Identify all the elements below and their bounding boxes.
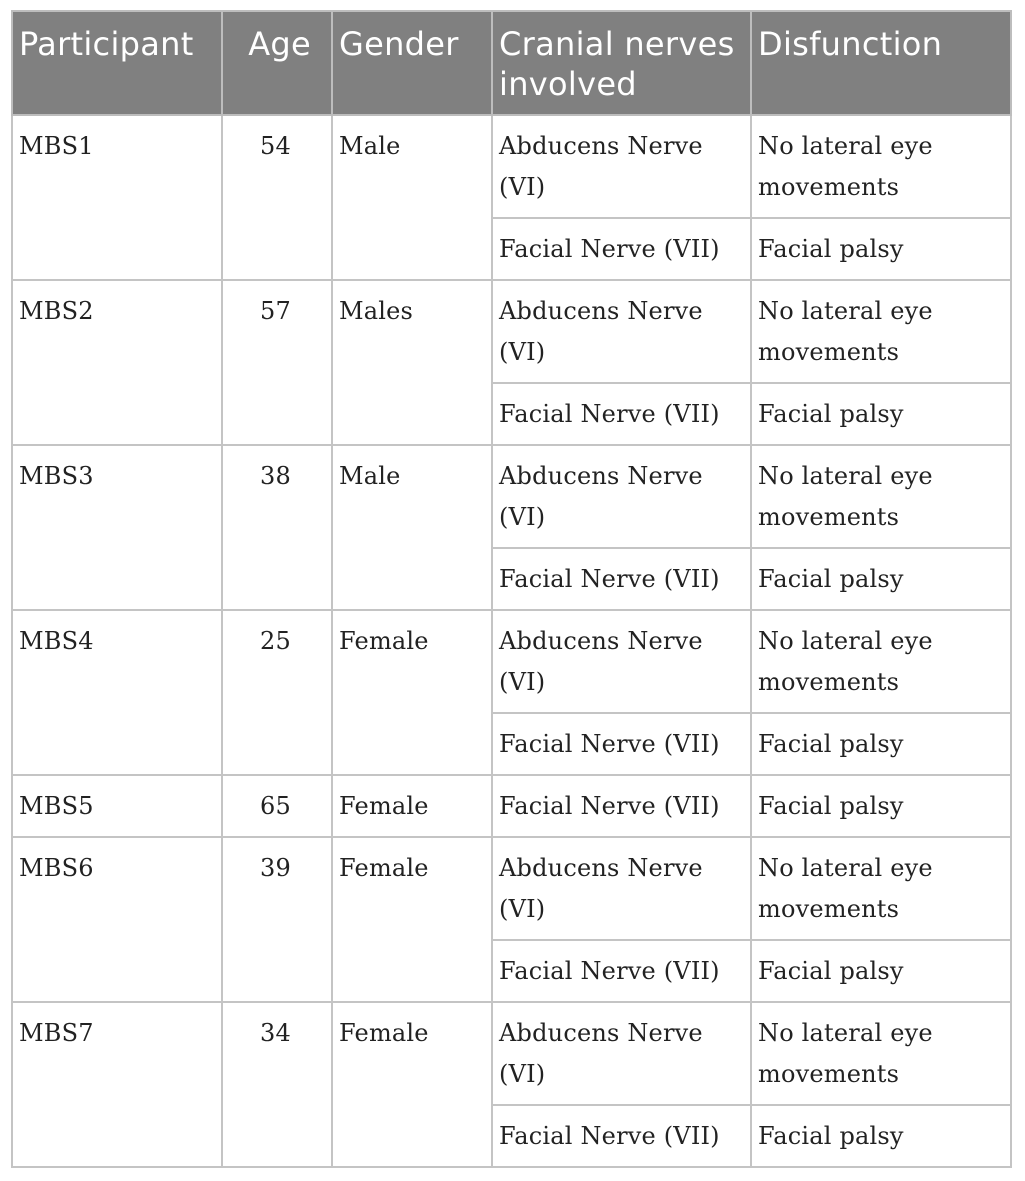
header-age: Age (222, 11, 332, 115)
gender-cell (332, 218, 492, 280)
nerve-cell: Abducens Nerve (VI) (492, 610, 751, 713)
table-row (12, 1105, 1011, 1167)
table-row (12, 218, 1011, 280)
nerve-cell: Facial Nerve (VII) (492, 383, 751, 445)
age-cell (222, 383, 332, 445)
dysfunction-cell: Facial palsy (751, 218, 1011, 280)
table-row (12, 383, 1011, 445)
age-cell: 54 (222, 115, 332, 218)
dysfunction-cell: Facial palsy (751, 548, 1011, 610)
age-cell (222, 1105, 332, 1167)
nerve-cell: Facial Nerve (VII) (492, 713, 751, 775)
nerve-cell: Abducens Nerve (VI) (492, 1002, 751, 1105)
dysfunction-cell: No lateral eye movements (751, 445, 1011, 548)
age-cell: 25 (222, 610, 332, 713)
gender-cell (332, 1105, 492, 1167)
dysfunction-cell: Facial palsy (751, 940, 1011, 1002)
dysfunction-cell: Facial palsy (751, 713, 1011, 775)
header-disfunction: Disfunction (751, 11, 1011, 115)
participant-cell (12, 218, 222, 280)
header-participant: Participant (12, 11, 222, 115)
gender-cell: Female (332, 610, 492, 713)
table-row (12, 713, 1011, 775)
participant-cell: MBS4 (12, 610, 222, 713)
gender-cell: Female (332, 837, 492, 940)
header-gender: Gender (332, 11, 492, 115)
dysfunction-cell: Facial palsy (751, 775, 1011, 837)
nerve-cell: Facial Nerve (VII) (492, 775, 751, 837)
participant-cell: MBS1 (12, 115, 222, 218)
participant-cell (12, 548, 222, 610)
gender-cell: Males (332, 280, 492, 383)
nerve-cell: Abducens Nerve (VI) (492, 445, 751, 548)
dysfunction-cell: No lateral eye movements (751, 837, 1011, 940)
table-row (12, 280, 1011, 383)
participant-cell: MBS6 (12, 837, 222, 940)
age-cell: 57 (222, 280, 332, 383)
header-cranial-nerves: Cranial nerves involved (492, 11, 751, 115)
dysfunction-cell: No lateral eye movements (751, 115, 1011, 218)
age-cell (222, 940, 332, 1002)
nerve-cell: Abducens Nerve (VI) (492, 280, 751, 383)
participant-cell: MBS7 (12, 1002, 222, 1105)
nerve-cell: Facial Nerve (VII) (492, 548, 751, 610)
table-row (12, 1002, 1011, 1105)
age-cell (222, 218, 332, 280)
participants-table (11, 10, 1012, 1168)
participant-cell (12, 1105, 222, 1167)
dysfunction-cell: Facial palsy (751, 383, 1011, 445)
participant-cell (12, 713, 222, 775)
gender-cell: Female (332, 775, 492, 837)
age-cell (222, 548, 332, 610)
age-cell: 65 (222, 775, 332, 837)
age-cell: 39 (222, 837, 332, 940)
table-row (12, 610, 1011, 713)
dysfunction-cell: No lateral eye movements (751, 610, 1011, 713)
gender-cell (332, 548, 492, 610)
participant-cell: MBS5 (12, 775, 222, 837)
age-cell: 34 (222, 1002, 332, 1105)
nerve-cell: Facial Nerve (VII) (492, 1105, 751, 1167)
participant-cell: MBS3 (12, 445, 222, 548)
table-body (12, 115, 1011, 1167)
participant-cell (12, 383, 222, 445)
gender-cell: Male (332, 115, 492, 218)
age-cell (222, 713, 332, 775)
table-row (12, 940, 1011, 1002)
dysfunction-cell: No lateral eye movements (751, 280, 1011, 383)
age-cell: 38 (222, 445, 332, 548)
dysfunction-cell: Facial palsy (751, 1105, 1011, 1167)
nerve-cell: Facial Nerve (VII) (492, 218, 751, 280)
gender-cell (332, 940, 492, 1002)
dysfunction-cell: No lateral eye movements (751, 1002, 1011, 1105)
gender-cell: Male (332, 445, 492, 548)
nerve-cell: Abducens Nerve (VI) (492, 837, 751, 940)
nerve-cell: Facial Nerve (VII) (492, 940, 751, 1002)
header-row (12, 11, 1011, 115)
nerve-cell: Abducens Nerve (VI) (492, 115, 751, 218)
participant-cell: MBS2 (12, 280, 222, 383)
participant-cell (12, 940, 222, 1002)
table-row (12, 837, 1011, 940)
table-row (12, 775, 1011, 837)
gender-cell (332, 713, 492, 775)
gender-cell (332, 383, 492, 445)
table-row (12, 445, 1011, 548)
gender-cell: Female (332, 1002, 492, 1105)
table-row (12, 115, 1011, 218)
table-row (12, 548, 1011, 610)
